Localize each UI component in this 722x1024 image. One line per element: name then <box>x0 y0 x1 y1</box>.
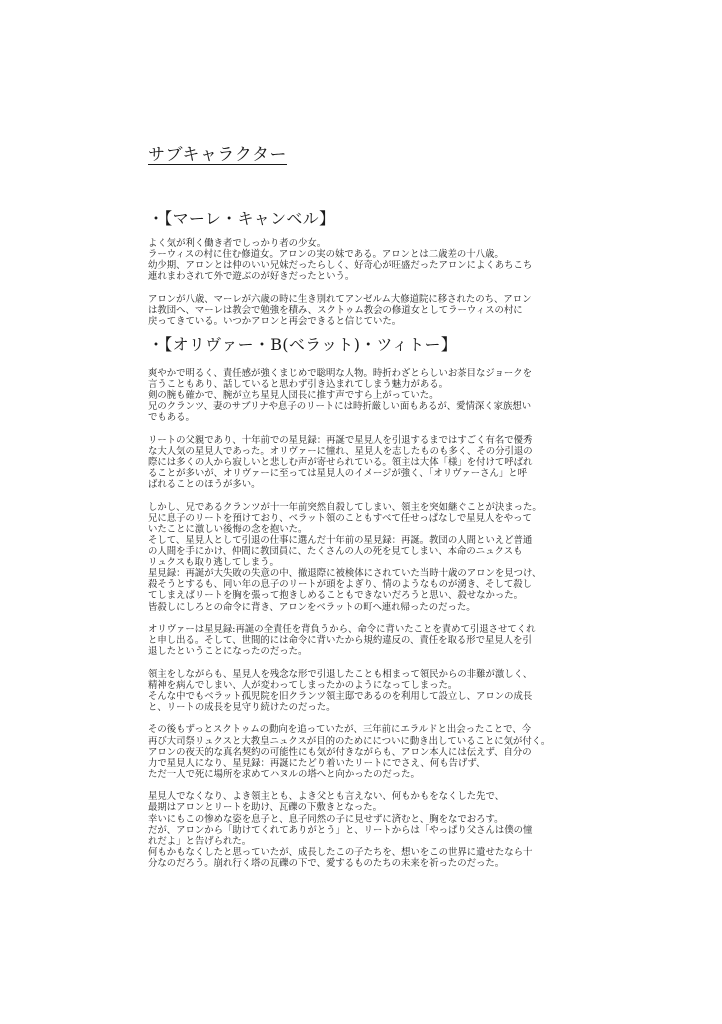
paragraph: 爽やかで明るく、責任感が強くまじめで聡明な人物。時折わざとらしいお茶目なジョークを 言うこともあり、話していると思わず引き込まれてしまう魅力がある。 剣の腕も確かで、腕が立ち星見人団長に推す声ですら上がっていた。 兄のクランツ、妻のサブリナや息子のリートには時折厳しい面もあるが、愛情深く家族想い でもある。 <box>148 368 533 424</box>
paragraph: 領主をしながらも、星見人を残念な形で引退したことも相まって領民からの非難が激しく、 精神を病んでしまい、人が変わってしまったかのようになってしまった。 そんな中でもベラット孤児院を旧クランツ領主邸であるのを利用して設立し、アロンの成長 と、リートの成長を見守り続けたのだった。 <box>148 668 533 713</box>
paragraph: 星見人でなくなり、よき領主とも、よき父とも言えない、何もかもをなくした先で、 最期はアロンとリートを助け、瓦礫の下敷きとなった。 幸いにもこの惨めな姿を息子と、息子同然の子に見せずに済むと、胸をなでおろす。 だが、アロンから「助けてくれてありがとう」と、リートからは「やっぱり父さんは僕の憧 れだよ」と告げられた。 何もかもなくしたと思っていたが、成長したこの子たちを、想いをこの世界に遺せたなら十 分なのだろう。崩れ行く塔の瓦礫の下で、愛するものたちの未来を祈ったのだった。 <box>148 791 533 869</box>
paragraph: しかし、兄であるクランツが十一年前突然自殺してしまい、領主を突如継ぐことが決まった。 兄に息子のリートを預けており、ベラット領のこともすべて任せっぱなしで星見人をやって いたことに激しい後悔の念を抱いた。 そして、星見人として引退の仕事に選んだ十年前の星見録：再誕。教団の人間といえど普通 の人間を手にかけ、仲間に教団員に、たくさんの人の死を見てしまい、本命のニュクスも リュクスも取り逃してしまう。 星見録：再誕が大失敗の失意の中、撤退際に被検体にされていた当時十歳のアロンを見つけ、 殺そうとするも、同い年の息子のリートが頭をよぎり、情のようなものが湧き、そして殺し てしまえばリートを胸を張って抱きしめることもできないだろうと思い、殺せなかった。 皆殺しにしろとの命令に背き、アロンをベラットの町へ連れ帰ったのだった。 <box>148 501 542 613</box>
paragraph: その後もずっとスクトゥムの動向を追っていたが、三年前にエラルドと出会ったことで、今 再び大司祭リュクスと大教皇ニュクスが目的のためにについに動き出していることに気が付く。 アロンの夜天的な真名契約の可能性にも気が付きながらも、アロン本人には伝えず、自分の 力で星見人になり、星見録：再誕にたどり着いたリートにでさえ、何も告げず、 ただ一人で死に場所を求めてハヌルの塔へと向かったのだった。 <box>148 724 551 780</box>
paragraph: リートの父親であり、十年前での星見録：再誕で星見人を引退するまではすごく有名で優秀 な大人気の星見人であった。オリヴァーに憧れ、星見人を志したものも多く、その分引退の 際には多くの人から寂しいと悲しむ声が寄せられている。領主は大体「様」を付けて呼ばれ ることが多いが、オリヴァーに至っては星見人のイメージが強く、「オリヴァーさん」と呼 ばれることのほうが多い。 <box>148 434 533 491</box>
paragraph: アロンが八歳、マーレが六歳の時に生き別れてアンゼルム大修道院に移されたのち、アロン は教団へ、マーレは教会で勉強を積み、スクトゥム教会の修道女としてラーウィスの村に 戻ってきている。いつかアロンと再会できると信じていた。 <box>148 293 532 327</box>
paragraph: オリヴァーは星見録:再誕の全責任を背負うから、命令に背いたことを責めて引退させてくれ と申し出る。そして、世間的には命令に背いたから規約違反の、責任を取る形で星見人を引 退したということになったのだった。 <box>148 624 536 658</box>
section-heading-marle: ・【マーレ・キャンベル】 <box>148 209 336 228</box>
paragraph: よく気が利く働き者でしっかり者の少女。 ラーウィスの村に住む修道女。アロンの実の妹である。アロンとは二歳差の十八歳。 幼少期、アロンとは仲のいい兄妹だったらしく、好奇心が旺盛だったアロンによくあちこち 連れまわされて外で遊ぶのが好きだったという。 <box>148 238 533 283</box>
section-heading-oliver: ・【オリヴァー・B(ベラット)・ツィトー】 <box>148 335 458 354</box>
page-title: サブキャラクター <box>148 145 287 165</box>
section-body-oliver <box>148 368 580 869</box>
section-body-marle <box>148 238 580 327</box>
